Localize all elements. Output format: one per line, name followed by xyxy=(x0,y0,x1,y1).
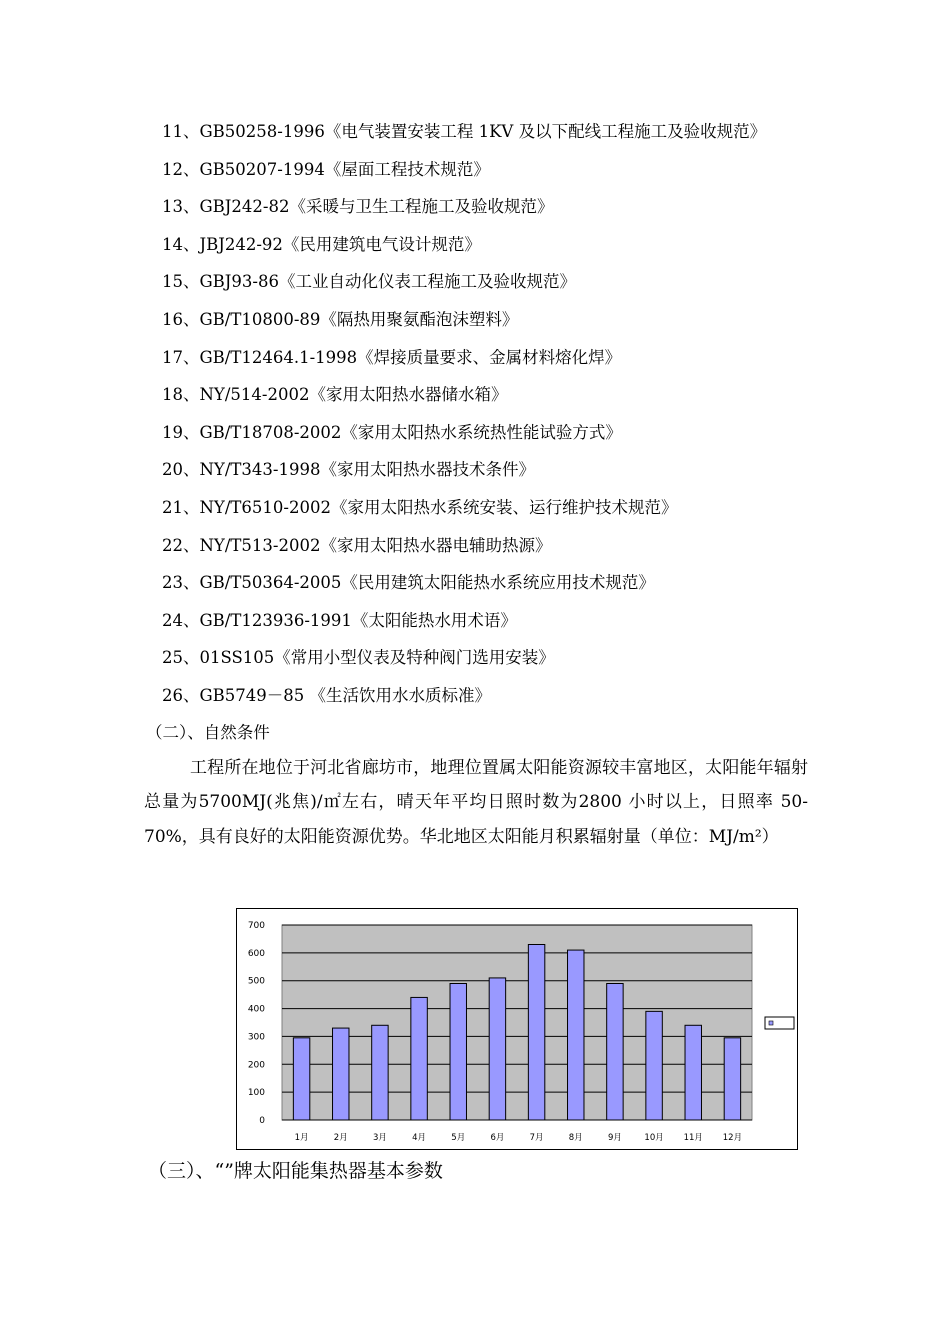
radiation-chart xyxy=(236,908,798,1150)
x-tick-label: 7月 xyxy=(529,1133,544,1143)
bar xyxy=(724,1038,740,1120)
x-tick-label: 2月 xyxy=(333,1133,348,1143)
x-tick-label: 1月 xyxy=(294,1133,309,1143)
y-tick-label: 200 xyxy=(247,1060,265,1071)
bar xyxy=(528,945,544,1121)
list-item: 20、NY/T343-1998《家用太阳热水器技术条件》 xyxy=(162,460,535,480)
bar xyxy=(450,984,466,1121)
bar xyxy=(372,1025,388,1120)
bar xyxy=(607,984,623,1121)
list-item: 24、GB/T123936-1991《太阳能热水用术语》 xyxy=(162,610,517,630)
y-tick-label: 600 xyxy=(247,948,265,959)
legend-swatch xyxy=(769,1021,773,1025)
natural-conditions-paragraph: 工程所在地位于河北省廊坊市，地理位置属太阳能资源较丰富地区，太阳能年辐射总量为5700MJ(兆焦)/㎡左右，晴天年平均日照时数为2800 小时以上，日照率 50-70%，具有良好的太阳能资源优势。华北地区太阳能月积累辐射量（单位：MJ/m²） xyxy=(144,758,808,847)
list-item: 12、GB50207-1994《屋面工程技术规范》 xyxy=(162,159,490,179)
list-item: 22、NY/T513-2002《家用太阳热水器电辅助热源》 xyxy=(162,535,552,555)
list-item: 11、GB50258-1996《电气装置安装工程 1KV 及以下配线工程施工及验收规范》 xyxy=(162,122,767,141)
list-item: 23、GB/T50364-2005《民用建筑太阳能热水系统应用技术规范》 xyxy=(162,573,655,593)
radiation-bar-chart xyxy=(237,909,797,1149)
bar xyxy=(685,1025,701,1120)
y-tick-label: 500 xyxy=(247,976,265,987)
x-tick-label: 6月 xyxy=(490,1133,505,1143)
list-item: 16、GB/T10800-89《隔热用聚氨酯泡沫塑料》 xyxy=(162,309,519,329)
bar xyxy=(411,997,427,1120)
y-tick-label: 100 xyxy=(247,1088,265,1099)
bar xyxy=(333,1028,349,1120)
list-item: 14、JBJ242-92《民用建筑电气设计规范》 xyxy=(162,234,481,254)
list-item: 17、GB/T12464.1-1998《焊接质量要求、金属材料熔化焊》 xyxy=(162,347,622,367)
bar xyxy=(293,1038,309,1120)
list-item: 15、GBJ93-86《工业自动化仪表工程施工及验收规范》 xyxy=(162,272,576,292)
x-tick-label: 11月 xyxy=(683,1133,703,1143)
list-item: 26、GB5749－85 《生活饮用水水质标准》 xyxy=(162,685,492,705)
y-tick-label: 0 xyxy=(259,1116,265,1126)
x-tick-label: 10月 xyxy=(644,1133,664,1143)
x-tick-label: 8月 xyxy=(568,1133,583,1143)
x-tick-label: 9月 xyxy=(607,1133,622,1143)
y-tick-label: 400 xyxy=(247,1004,265,1015)
bar xyxy=(568,950,584,1120)
x-tick-label: 12月 xyxy=(722,1133,743,1143)
list-item: 19、GB/T18708-2002《家用太阳热水系统热性能试验方式》 xyxy=(162,422,622,442)
x-tick-label: 3月 xyxy=(372,1133,387,1143)
bar xyxy=(646,1011,662,1120)
x-tick-label: 4月 xyxy=(412,1133,427,1143)
list-item: 25、01SS105《常用小型仪表及特种阀门选用安装》 xyxy=(162,648,555,668)
section-heading-collector-params: （三）、“”牌太阳能集热器基本参数 xyxy=(148,1160,443,1182)
section-heading-natural-conditions: （二）、自然条件 xyxy=(146,723,270,742)
list-item: 13、GBJ242-82《采暖与卫生工程施工及验收规范》 xyxy=(162,197,554,217)
standards-list xyxy=(162,121,766,723)
plot-area xyxy=(282,925,752,1120)
y-tick-label: 700 xyxy=(247,921,265,931)
bar xyxy=(489,978,505,1120)
x-tick-label: 5月 xyxy=(451,1133,466,1143)
list-item: 18、NY/514-2002《家用太阳热水器储水箱》 xyxy=(162,385,508,405)
list-item: 21、NY/T6510-2002《家用太阳热水系统安装、运行维护技术规范》 xyxy=(162,497,678,517)
y-tick-label: 300 xyxy=(247,1032,265,1043)
